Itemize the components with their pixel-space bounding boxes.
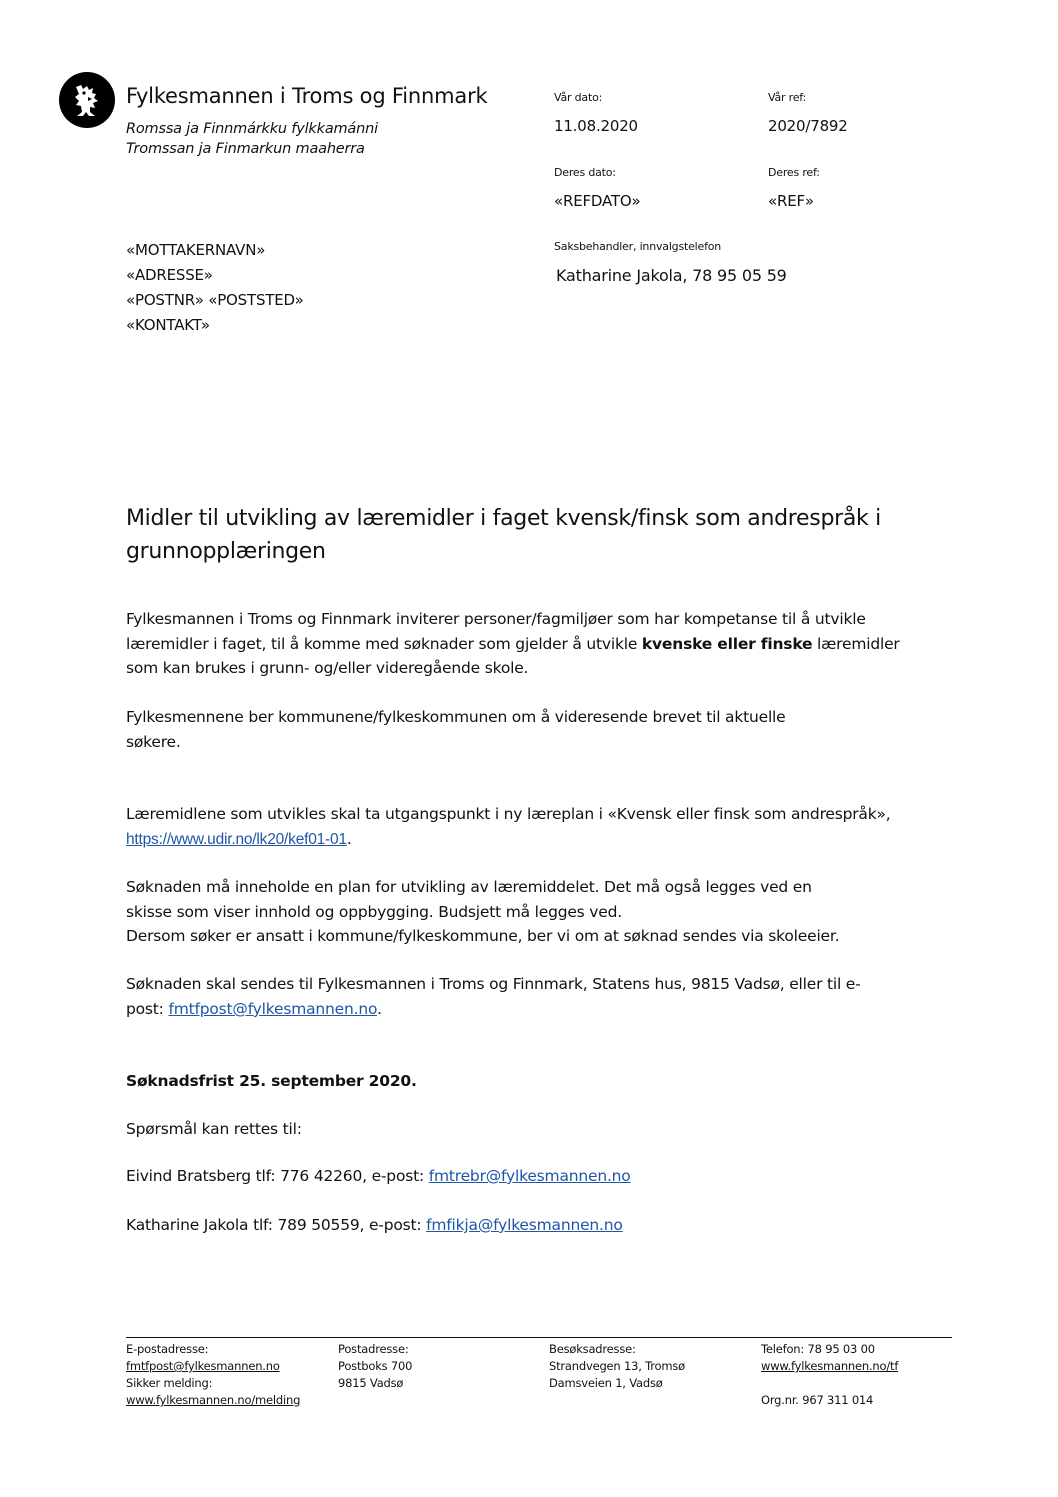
paragraph-4-line-1: Søknaden må inneholde en plan for utvikling av læremiddelet. Det må også legges ved en (126, 878, 812, 896)
coat-of-arms-logo (59, 72, 115, 128)
paragraph-2-line-2: søkere. (126, 733, 181, 751)
footer-post-label: Postadresse: (338, 1342, 409, 1356)
application-email-link[interactable]: fmtfpost@fylkesmannen.no (168, 1000, 377, 1018)
paragraph-3-line-2: https://www.udir.no/lk20/kef01-01. (126, 830, 352, 848)
paragraph-4-line-2: skisse som viser innhold og oppbygging. Budsjett må legges ved. (126, 903, 622, 921)
footer-post-city: 9815 Vadsø (338, 1376, 404, 1390)
contact-1-email-link[interactable]: fmtrebr@fylkesmannen.no (428, 1167, 631, 1185)
case-handler-label: Saksbehandler, innvalgstelefon (554, 240, 722, 253)
paragraph-5-line-2: post: fmtfpost@fylkesmannen.no. (126, 1000, 382, 1018)
footer-secure-label: Sikker melding: (126, 1376, 213, 1390)
our-ref: 2020/7892 (768, 117, 848, 135)
our-date: 11.08.2020 (554, 117, 638, 135)
recipient-contact: «KONTAKT» (126, 316, 210, 334)
paragraph-3-line-1: Læremidlene som utvikles skal ta utgangspunkt i ny læreplan i «Kvensk eller finsk som andrespråk», (126, 805, 891, 823)
paragraph-1-line-3: som kan brukes i grunn- og/eller videregående skole. (126, 659, 529, 677)
paragraph-1-line-2: læremidler i faget, til å komme med søknader som gjelder å utvikle kvenske eller finske læremidler (126, 635, 900, 653)
application-deadline: Søknadsfrist 25. september 2020. (126, 1072, 417, 1090)
paragraph-2-line-1: Fylkesmennene ber kommunene/fylkeskommunen om å videresende brevet til aktuelle (126, 708, 786, 726)
document-title: Midler til utvikling av læremidler i faget kvensk/finsk som andrespråk i grunnopplæringen (126, 506, 881, 564)
contact-line-1: Eivind Bratsberg tlf: 776 42260, e-post: fmtrebr@fylkesmannen.no (126, 1167, 631, 1185)
curriculum-link[interactable]: https://www.udir.no/lk20/kef01-01 (126, 831, 347, 848)
footer-web-link[interactable]: www.fylkesmannen.no/tf (761, 1359, 899, 1373)
case-handler: Katharine Jakola, 78 95 05 59 (556, 266, 787, 285)
your-date-label: Deres dato: (554, 166, 616, 179)
footer-email-link[interactable]: fmtfpost@fylkesmannen.no (126, 1359, 280, 1373)
footer-divider (126, 1337, 952, 1338)
footer-org-number: Org.nr. 967 311 014 (761, 1393, 874, 1407)
organization-name: Fylkesmannen i Troms og Finnmark (126, 84, 488, 108)
paragraph-1-line-1: Fylkesmannen i Troms og Finnmark inviterer personer/fagmiljøer som har kompetanse til å utvikle (126, 610, 866, 628)
your-date: «REFDATO» (554, 192, 641, 210)
footer-visit-tromso: Strandvegen 13, Tromsø (549, 1359, 685, 1373)
footer-email-label: E-postadresse: (126, 1342, 209, 1356)
questions-intro: Spørsmål kan rettes til: (126, 1120, 302, 1138)
paragraph-5-line-1: Søknaden skal sendes til Fylkesmannen i Troms og Finnmark, Statens hus, 9815 Vadsø, eller til e- (126, 975, 861, 993)
footer-post-box: Postboks 700 (338, 1359, 413, 1373)
organization-name-sami: Romssa ja Finnmárkku fylkkamánni (126, 121, 378, 137)
footer-secure-link[interactable]: www.fylkesmannen.no/melding (126, 1393, 301, 1407)
footer-phone: Telefon: 78 95 03 00 (761, 1342, 875, 1356)
contact-line-2: Katharine Jakola tlf: 789 50559, e-post: fmfikja@fylkesmannen.no (126, 1216, 623, 1234)
footer-visit-label: Besøksadresse: (549, 1342, 636, 1356)
our-date-label: Vår dato: (554, 91, 603, 104)
contact-2-email-link[interactable]: fmfikja@fylkesmannen.no (426, 1216, 623, 1234)
footer-visit-vadso: Damsveien 1, Vadsø (549, 1376, 663, 1390)
organization-name-kven: Tromssan ja Finmarkun maaherra (126, 141, 365, 157)
your-ref-label: Deres ref: (768, 166, 820, 179)
paragraph-4-line-3: Dersom søker er ansatt i kommune/fylkeskommune, ber vi om at søknad sendes via skoleeier. (126, 927, 840, 945)
recipient-name: «MOTTAKERNAVN» (126, 241, 266, 259)
emphasis-kvenske-finske: kvenske eller finske (641, 635, 813, 653)
our-ref-label: Vår ref: (768, 91, 807, 104)
recipient-postal: «POSTNR» «POSTSTED» (126, 291, 304, 309)
your-ref: «REF» (768, 192, 814, 210)
recipient-address: «ADRESSE» (126, 266, 213, 284)
